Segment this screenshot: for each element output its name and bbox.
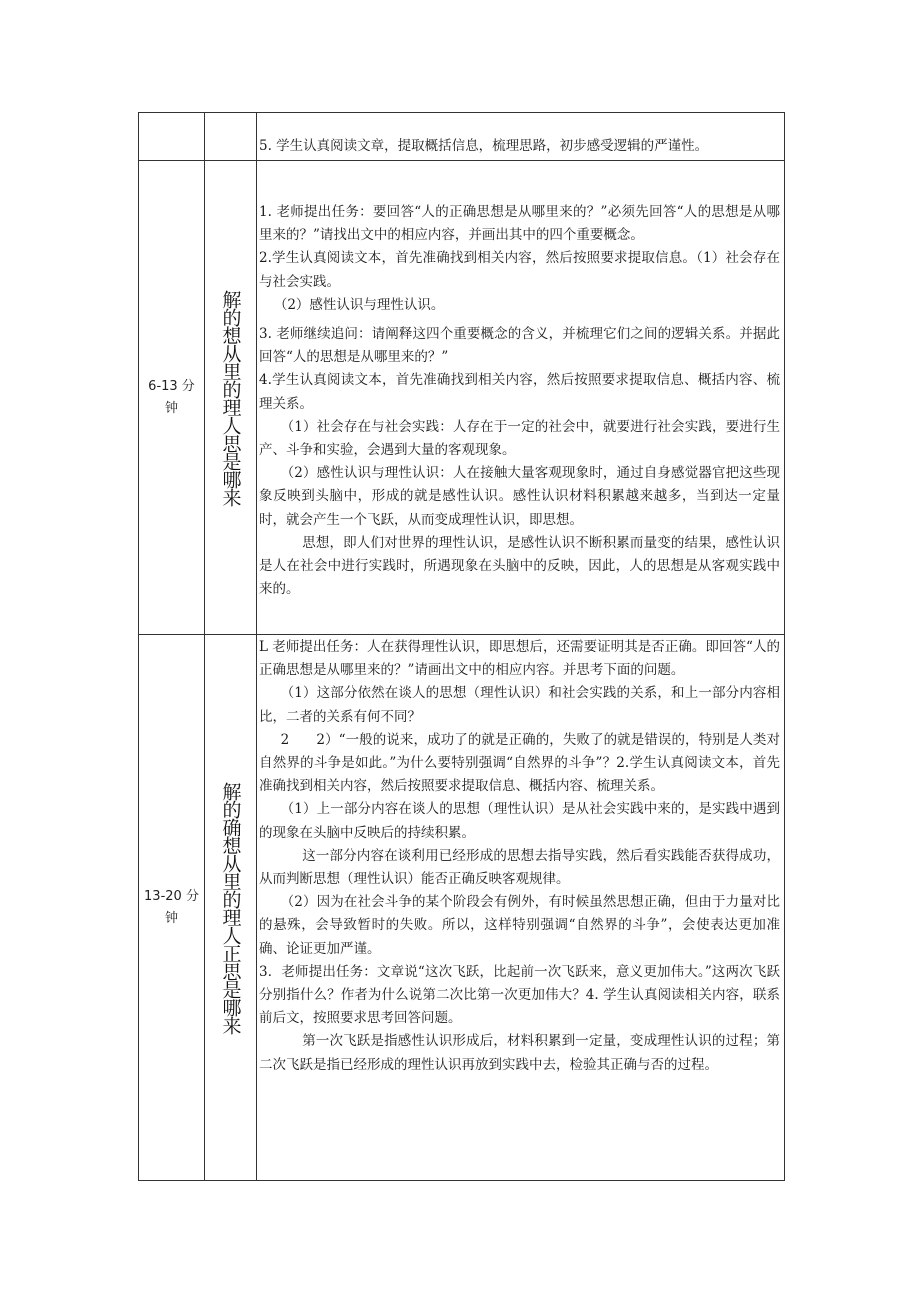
time-cell [139,113,205,161]
lesson-plan-table [138,112,785,1181]
content-line: 第一次飞跃是指感性认识形成后，材料积累到一定量，变成理性认识的过程；第二次飞跃是指已经形成的理性认识再放到实践中去，检验其正确与否的过程。 [259,1033,780,1073]
topic-cell [205,161,257,635]
content-line: （1）上一部分内容在谈人的思想（理性认识）是从社会实践中来的，是实践中遇到的现象在头脑中反映后的持续积累。 [259,801,780,841]
content-line: 1. 老师提出任务：要回答“人的正确思想是从哪里来的？”必须先回答“人的思想是从哪里来的？”请找出文中的相应内容，并画出其中的四个重要概念。 [259,204,780,244]
content-line: （2）感性认识与理性认识：人在接触大量客观现象时，通过自身感觉器官把这些现象反映到头脑中，形成的就是感性认识。感性认识材料积累越来越多，当到达一定量时，就会产生一个飞跃，从而变成理性认识，即思想。 [259,465,780,528]
time-cell [139,161,205,635]
content-line: 这一部分内容在谈利用已经形成的思想去指导实践，然后看实践能否获得成功，从而判断思想（理性认识）能否正确反映客观规律。 [259,847,780,888]
table-row [139,113,785,161]
time-cell [139,635,205,1181]
content-line: 2.学生认真阅读文本，首先准确找到相关内容，然后按照要求提取信息。（1）社会存在与社会实践。 [259,250,780,290]
content-cell [257,113,785,161]
content-line: 3. 老师继续追问：请阐释这四个重要概念的含义，并梳理它们之间的逻辑关系。并据此回答“人的思想是从哪里来的？” [259,326,780,366]
time-label-unit: 钟 [164,400,178,416]
content-line: 思想，即人们对世界的理性认识，是感性认识不断积累而量变的结果，感性认识是人在社会中进行实践时，所遇现象在头脑中的反映，因此，人的思想是从客观实践中来的。 [259,534,780,598]
topic-label: 解的确想从里的理人正思是哪来 [219,781,242,1034]
content-line: 2 2）“一般的说来，成功了的就是正确的，失败了的就是错误的，特别是人类对自然界的斗争是如此。”为什么要特别强调“自然界的斗争”？2.学生认真阅读文本，首先准确找到相关内容，然后按照要求提取信息、概括内容、梳理关系。 [259,731,780,795]
content-line: （2）因为在社会斗争的某个阶段会有例外，有时候虽然思想正确，但由于力量对比的悬殊，会导致暂时的失败。所以，这样特别强调“自然界的斗争”，会使表达更加准确、论证更加严谨。 [259,894,780,957]
content-line: （2）感性认识与理性认识。 [273,296,445,313]
content-line: （1）社会存在与社会实践：人存在于一定的社会中，就要进行社会实践，要进行生产、斗争和实验，会遇到大量的客观现象。 [259,418,780,459]
content-line: L 老师提出任务：人在获得理性认识，即思想后，还需要证明其是否正确。即回答“人的正确思想是从哪里来的？”请画出文中的相应内容。并思考下面的问题。 [259,639,780,679]
content-line: 5. 学生认真阅读文章，提取概括信息，梳理思路，初步感受逻辑的严谨性。 [259,137,709,154]
content-line: 4.学生认真阅读文本，首先准确找到相关内容，然后按照要求提取信息、概括内容、梳理关系。 [259,372,780,412]
topic-label: 解的想从里的理人思是哪来 [219,289,242,506]
table-row [139,161,785,635]
topic-cell [205,113,257,161]
content-cell [257,635,785,1181]
content-cell [257,161,785,635]
topic-cell [205,635,257,1181]
time-label-unit: 钟 [164,910,178,926]
time-label: 13-20 分 [144,888,199,904]
time-label: 6-13 分 [148,378,195,394]
content-line: 3．老师提出任务：文章说“这次飞跃，比起前一次飞跃来，意义更加伟大。”这两次飞跃分别指什么？作者为什么说第二次比第一次更加伟大？4. 学生认真阅读相关内容，联系前后文，按照要求思考回答问题。 [259,963,780,1027]
table-row [139,635,785,1181]
content-line: （1）这部分依然在谈人的思想（理性认识）和社会实践的关系，和上一部分内容相比，二者的关系有何不同？ [259,685,780,725]
